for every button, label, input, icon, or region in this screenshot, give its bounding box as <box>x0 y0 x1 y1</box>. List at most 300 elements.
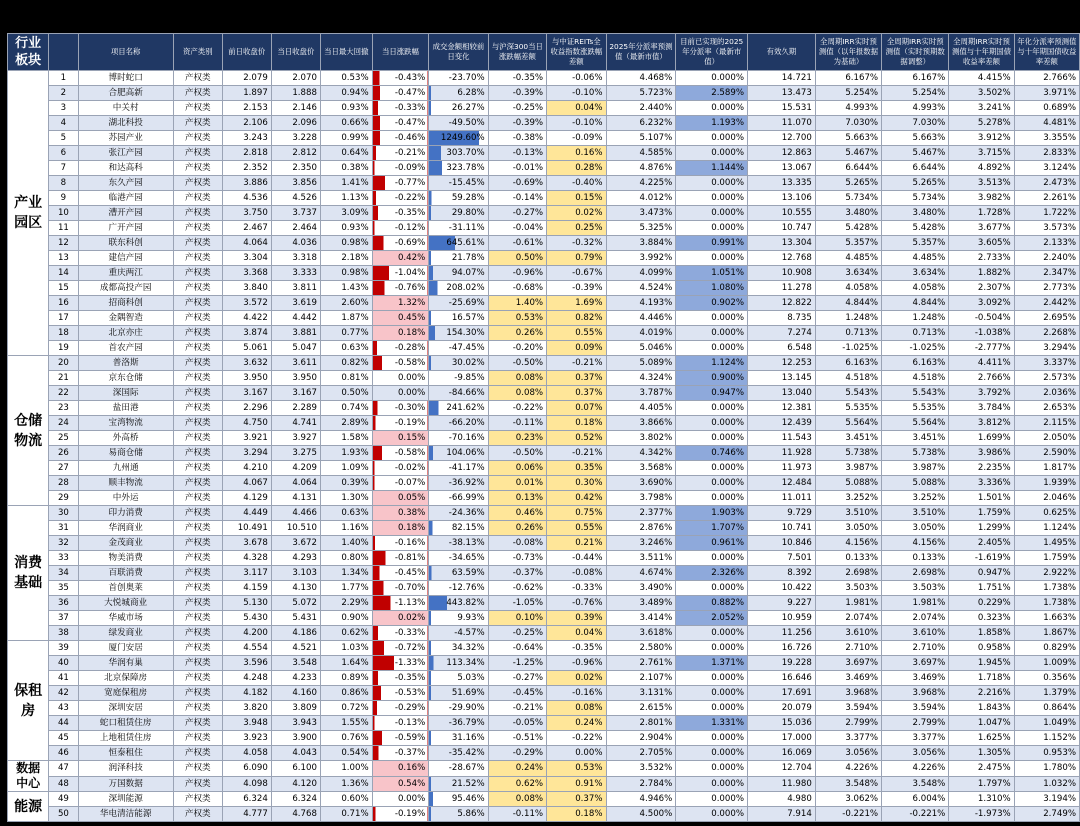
duration-cell: 12.381 <box>748 401 816 416</box>
prev-close-cell: 3.840 <box>222 281 271 296</box>
row-index-cell: 32 <box>49 536 78 551</box>
project-name-cell: 华威市场 <box>78 611 173 626</box>
yield-forecast-cell: 3.568% <box>606 461 676 476</box>
duration-cell: 12.704 <box>748 761 816 777</box>
close-cell: 3.275 <box>271 446 320 461</box>
max-drawdown-cell: 0.81% <box>320 371 372 386</box>
vs-reits-index-cell: -0.96% <box>547 656 606 671</box>
yield-forecast-cell: 2.784% <box>606 776 676 792</box>
vs-hs300-cell: -0.61% <box>488 236 546 251</box>
irr-annual-cell: 5.088% <box>815 476 881 491</box>
vs-reits-index-cell: 0.53% <box>547 761 606 777</box>
yield-spread-cell: 2.773% <box>1014 281 1079 296</box>
row-index-cell: 16 <box>49 296 78 311</box>
yield-forecast-cell: 4.324% <box>606 371 676 386</box>
irr-spread-cell: 1.699% <box>949 431 1014 446</box>
row-index-cell: 11 <box>49 221 78 236</box>
irr-annual-cell: 2.698% <box>815 566 881 581</box>
prev-close-cell: 4.777 <box>222 807 271 822</box>
asset-class-cell: 产权类 <box>173 401 222 416</box>
max-drawdown-cell: 0.89% <box>320 671 372 686</box>
vs-reits-index-cell: -0.21% <box>547 446 606 461</box>
header-irr-annual: 全周期IRR实时预测值（以年报数据为基础） <box>815 34 881 71</box>
max-drawdown-cell: 0.39% <box>320 476 372 491</box>
table-row <box>8 536 1080 551</box>
volume-change-cell: 6.28% <box>429 86 488 101</box>
irr-annual-cell: 3.050% <box>815 521 881 536</box>
yield-spread-cell: 3.573% <box>1014 221 1079 236</box>
max-drawdown-cell: 1.55% <box>320 716 372 731</box>
project-name-cell: 北京保障房 <box>78 671 173 686</box>
volume-change-cell: 59.28% <box>429 191 488 206</box>
vs-reits-index-cell: -0.33% <box>547 581 606 596</box>
volume-change-cell: 34.32% <box>429 641 488 656</box>
yield-forecast-cell: 4.500% <box>606 807 676 822</box>
irr-spread-cell: 4.892% <box>949 161 1014 176</box>
volume-change-cell: -47.45% <box>429 341 488 356</box>
table-row <box>8 431 1080 446</box>
table-row <box>8 146 1080 161</box>
vs-reits-index-cell: -0.76% <box>547 596 606 611</box>
yield-spread-cell: 2.573% <box>1014 371 1079 386</box>
header-max-drawdown: 当日最大回撤 <box>320 34 372 71</box>
vs-reits-index-cell: 0.52% <box>547 431 606 446</box>
close-cell: 2.070 <box>271 71 320 86</box>
yield-forecast-cell: 2.377% <box>606 506 676 521</box>
sector-cell <box>8 506 49 641</box>
irr-adjusted-cell: 6.004% <box>882 792 949 807</box>
irr-spread-cell: 3.513% <box>949 176 1014 191</box>
row-index-cell: 48 <box>49 776 78 792</box>
table-row <box>8 251 1080 266</box>
yield-forecast-cell: 5.089% <box>606 356 676 371</box>
sector-cell <box>8 356 49 506</box>
irr-annual-cell: 2.710% <box>815 641 881 656</box>
vs-hs300-cell: -0.96% <box>488 266 546 281</box>
close-cell: 6.324 <box>271 792 320 807</box>
irr-adjusted-cell: 2.074% <box>882 611 949 626</box>
vs-hs300-cell: -0.50% <box>488 356 546 371</box>
irr-spread-cell: -1.038% <box>949 326 1014 341</box>
table-row <box>8 341 1080 356</box>
row-index-cell: 1 <box>49 71 78 86</box>
duration-cell: 13.040 <box>748 386 816 401</box>
irr-spread-cell: 2.216% <box>949 686 1014 701</box>
asset-class-cell: 产权类 <box>173 671 222 686</box>
irr-spread-cell: 2.235% <box>949 461 1014 476</box>
irr-spread-cell: -0.504% <box>949 311 1014 326</box>
yield-realized-cell: 0.746% <box>676 446 748 461</box>
row-index-cell: 43 <box>49 701 78 716</box>
table-row <box>8 311 1080 326</box>
asset-class-cell: 产权类 <box>173 776 222 792</box>
irr-spread-cell: 0.229% <box>949 596 1014 611</box>
irr-annual-cell: 3.377% <box>815 731 881 746</box>
asset-class-cell: 产权类 <box>173 281 222 296</box>
close-cell: 3.900 <box>271 731 320 746</box>
header-prev-close: 前日收盘价 <box>222 34 271 71</box>
max-drawdown-cell: 0.76% <box>320 731 372 746</box>
yield-forecast-cell: 4.225% <box>606 176 676 191</box>
asset-class-cell: 产权类 <box>173 792 222 807</box>
duration-cell: 11.543 <box>748 431 816 446</box>
row-index-cell: 28 <box>49 476 78 491</box>
asset-class-cell: 产权类 <box>173 236 222 251</box>
project-name-cell: 上地租赁住房 <box>78 731 173 746</box>
vs-reits-index-cell: 0.37% <box>547 792 606 807</box>
yield-forecast-cell: 5.723% <box>606 86 676 101</box>
prev-close-cell: 6.090 <box>222 761 271 777</box>
duration-cell: 16.726 <box>748 641 816 656</box>
volume-change-cell: -29.90% <box>429 701 488 716</box>
yield-forecast-cell: 2.107% <box>606 671 676 686</box>
asset-class-cell: 产权类 <box>173 506 222 521</box>
duration-cell: 19.228 <box>748 656 816 671</box>
change-cell: -0.72% <box>372 641 429 656</box>
vs-hs300-cell: -0.50% <box>488 446 546 461</box>
duration-cell: 20.079 <box>748 701 816 716</box>
row-index-cell: 6 <box>49 146 78 161</box>
prev-close-cell: 2.467 <box>222 221 271 236</box>
yield-spread-cell: 4.481% <box>1014 116 1079 131</box>
close-cell: 3.809 <box>271 701 320 716</box>
yield-realized-cell: 0.000% <box>676 701 748 716</box>
vs-hs300-cell: -0.27% <box>488 206 546 221</box>
prev-close-cell: 3.874 <box>222 326 271 341</box>
change-cell: -0.22% <box>372 191 429 206</box>
volume-change-cell: -9.85% <box>429 371 488 386</box>
irr-annual-cell: 3.548% <box>815 776 881 792</box>
project-name-cell: 广开产园 <box>78 221 173 236</box>
close-cell: 10.510 <box>271 521 320 536</box>
irr-annual-cell: 0.133% <box>815 551 881 566</box>
max-drawdown-cell: 1.16% <box>320 521 372 536</box>
yield-realized-cell: 0.961% <box>676 536 748 551</box>
table-row <box>8 416 1080 431</box>
volume-change-cell: -25.69% <box>429 296 488 311</box>
irr-adjusted-cell: 5.357% <box>882 236 949 251</box>
yield-spread-cell: 1.152% <box>1014 731 1079 746</box>
yield-realized-cell: 0.000% <box>676 581 748 596</box>
max-drawdown-cell: 0.72% <box>320 701 372 716</box>
vs-reits-index-cell: -0.22% <box>547 731 606 746</box>
vs-reits-index-cell: 0.30% <box>547 476 606 491</box>
vs-reits-index-cell: 0.75% <box>547 506 606 521</box>
max-drawdown-cell: 2.29% <box>320 596 372 611</box>
yield-spread-cell: 3.337% <box>1014 356 1079 371</box>
yield-forecast-cell: 2.440% <box>606 101 676 116</box>
irr-adjusted-cell: 5.088% <box>882 476 949 491</box>
vs-hs300-cell: -0.69% <box>488 176 546 191</box>
row-index-cell: 35 <box>49 581 78 596</box>
row-index-cell: 23 <box>49 401 78 416</box>
irr-spread-cell: -1.973% <box>949 807 1014 822</box>
yield-spread-cell: 0.356% <box>1014 671 1079 686</box>
yield-realized-cell: 0.000% <box>676 326 748 341</box>
yield-forecast-cell: 3.131% <box>606 686 676 701</box>
volume-change-cell: -4.57% <box>429 626 488 641</box>
prev-close-cell: 4.449 <box>222 506 271 521</box>
duration-cell: 12.484 <box>748 476 816 491</box>
asset-class-cell: 产权类 <box>173 101 222 116</box>
asset-class-cell: 产权类 <box>173 461 222 476</box>
prev-close-cell: 3.117 <box>222 566 271 581</box>
project-name-cell: 印力消费 <box>78 506 173 521</box>
asset-class-cell: 产权类 <box>173 296 222 311</box>
irr-annual-cell: -1.025% <box>815 341 881 356</box>
yield-spread-cell: 1.780% <box>1014 761 1079 777</box>
sector-label: 物流 <box>14 432 43 449</box>
header-yield-spread: 年化分派率预测值与十年期国债收益率差额 <box>1014 34 1079 71</box>
change-cell: -0.30% <box>372 401 429 416</box>
close-cell: 4.293 <box>271 551 320 566</box>
table-row <box>8 386 1080 401</box>
volume-change-cell: 26.27% <box>429 101 488 116</box>
yield-spread-cell: 3.194% <box>1014 792 1079 807</box>
table-row <box>8 656 1080 671</box>
close-cell: 2.096 <box>271 116 320 131</box>
sector-label: 园区 <box>14 215 43 231</box>
yield-realized-cell: 2.326% <box>676 566 748 581</box>
irr-annual-cell: 5.738% <box>815 446 881 461</box>
table-row <box>8 671 1080 686</box>
irr-spread-cell: 3.605% <box>949 236 1014 251</box>
yield-forecast-cell: 3.490% <box>606 581 676 596</box>
vs-hs300-cell: -0.64% <box>488 641 546 656</box>
duration-cell: 10.555 <box>748 206 816 221</box>
change-cell: 0.45% <box>372 311 429 326</box>
vs-hs300-cell: -0.38% <box>488 131 546 146</box>
yield-realized-cell: 1.124% <box>676 356 748 371</box>
project-name-cell: 张江产园 <box>78 146 173 161</box>
vs-hs300-cell: -1.05% <box>488 596 546 611</box>
duration-cell: 11.973 <box>748 461 816 476</box>
irr-annual-cell: 3.469% <box>815 671 881 686</box>
irr-adjusted-cell: 5.535% <box>882 401 949 416</box>
irr-annual-cell: 4.518% <box>815 371 881 386</box>
table-row <box>8 71 1080 86</box>
project-name-cell: 中关村 <box>78 101 173 116</box>
asset-class-cell: 产权类 <box>173 701 222 716</box>
vs-reits-index-cell: 0.55% <box>547 326 606 341</box>
yield-forecast-cell: 5.046% <box>606 341 676 356</box>
prev-close-cell: 4.098 <box>222 776 271 792</box>
prev-close-cell: 4.182 <box>222 686 271 701</box>
table-row <box>8 761 1080 777</box>
irr-adjusted-cell: 4.993% <box>882 101 949 116</box>
irr-adjusted-cell: 4.058% <box>882 281 949 296</box>
prev-close-cell: 4.200 <box>222 626 271 641</box>
irr-spread-cell: -1.619% <box>949 551 1014 566</box>
table-row <box>8 521 1080 536</box>
asset-class-cell: 产权类 <box>173 251 222 266</box>
row-index-cell: 18 <box>49 326 78 341</box>
asset-class-cell: 产权类 <box>173 431 222 446</box>
irr-spread-cell: 1.299% <box>949 521 1014 536</box>
duration-cell: 10.741 <box>748 521 816 536</box>
vs-hs300-cell: 0.62% <box>488 776 546 792</box>
irr-adjusted-cell: 3.548% <box>882 776 949 792</box>
change-cell: 0.15% <box>372 431 429 446</box>
duration-cell: 15.531 <box>748 101 816 116</box>
volume-change-cell: -24.36% <box>429 506 488 521</box>
vs-reits-index-cell: 0.16% <box>547 146 606 161</box>
irr-spread-cell: 4.411% <box>949 356 1014 371</box>
irr-adjusted-cell: 5.738% <box>882 446 949 461</box>
project-name-cell: 中外运 <box>78 491 173 506</box>
row-index-cell: 44 <box>49 716 78 731</box>
volume-change-cell: -15.45% <box>429 176 488 191</box>
duration-cell: 11.928 <box>748 446 816 461</box>
project-name-cell: 博时蛇口 <box>78 71 173 86</box>
change-cell: -0.13% <box>372 716 429 731</box>
duration-cell: 14.721 <box>748 71 816 86</box>
project-name-cell: 普洛斯 <box>78 356 173 371</box>
irr-adjusted-cell: 6.163% <box>882 356 949 371</box>
max-drawdown-cell: 1.36% <box>320 776 372 792</box>
vs-reits-index-cell: 0.21% <box>547 536 606 551</box>
sector-label: 仓储 <box>14 412 43 429</box>
row-index-cell: 26 <box>49 446 78 461</box>
duration-cell: 10.846 <box>748 536 816 551</box>
change-cell: 0.05% <box>372 491 429 506</box>
project-name-cell: 漕开产园 <box>78 206 173 221</box>
duration-cell: 13.473 <box>748 86 816 101</box>
row-index-cell: 49 <box>49 792 78 807</box>
table-row <box>8 581 1080 596</box>
table-row <box>8 746 1080 761</box>
change-cell: 0.38% <box>372 506 429 521</box>
table-row <box>8 176 1080 191</box>
irr-spread-cell: 1.858% <box>949 626 1014 641</box>
row-index-cell: 46 <box>49 746 78 761</box>
yield-realized-cell: 1.903% <box>676 506 748 521</box>
irr-adjusted-cell: 3.987% <box>882 461 949 476</box>
row-index-cell: 36 <box>49 596 78 611</box>
max-drawdown-cell: 1.93% <box>320 446 372 461</box>
yield-realized-cell: 0.000% <box>676 251 748 266</box>
project-name-cell: 大悦城商业 <box>78 596 173 611</box>
yield-spread-cell: 0.864% <box>1014 701 1079 716</box>
irr-adjusted-cell: 2.799% <box>882 716 949 731</box>
project-name-cell: 万国数据 <box>78 776 173 792</box>
row-index-cell: 39 <box>49 641 78 656</box>
project-name-cell: 华电清洁能源 <box>78 807 173 822</box>
duration-cell: 12.822 <box>748 296 816 311</box>
volume-change-cell: 645.61% <box>429 236 488 251</box>
vs-hs300-cell: 0.24% <box>488 761 546 777</box>
max-drawdown-cell: 0.63% <box>320 506 372 521</box>
max-drawdown-cell: 0.66% <box>320 116 372 131</box>
change-cell: 0.18% <box>372 326 429 341</box>
change-cell: -0.35% <box>372 671 429 686</box>
vs-reits-index-cell: 0.04% <box>547 626 606 641</box>
max-drawdown-cell: 0.93% <box>320 101 372 116</box>
duration-cell: 10.747 <box>748 221 816 236</box>
yield-realized-cell: 0.882% <box>676 596 748 611</box>
irr-annual-cell: 7.030% <box>815 116 881 131</box>
irr-annual-cell: 5.543% <box>815 386 881 401</box>
vs-reits-index-cell: 0.82% <box>547 311 606 326</box>
irr-annual-cell: 3.510% <box>815 506 881 521</box>
irr-spread-cell: 3.792% <box>949 386 1014 401</box>
max-drawdown-cell: 0.80% <box>320 551 372 566</box>
asset-class-cell: 产权类 <box>173 266 222 281</box>
asset-class-cell: 产权类 <box>173 221 222 236</box>
row-index-cell: 4 <box>49 116 78 131</box>
vs-hs300-cell: -0.45% <box>488 686 546 701</box>
table-row <box>8 401 1080 416</box>
max-drawdown-cell: 1.03% <box>320 641 372 656</box>
change-cell: -0.76% <box>372 281 429 296</box>
yield-spread-cell: 2.749% <box>1014 807 1079 822</box>
change-cell: -0.12% <box>372 221 429 236</box>
prev-close-cell: 2.352 <box>222 161 271 176</box>
yield-forecast-cell: 4.019% <box>606 326 676 341</box>
prev-close-cell: 10.491 <box>222 521 271 536</box>
irr-annual-cell: 4.993% <box>815 101 881 116</box>
yield-forecast-cell: 4.446% <box>606 311 676 326</box>
change-cell: -0.46% <box>372 131 429 146</box>
prev-close-cell: 4.248 <box>222 671 271 686</box>
vs-reits-index-cell: -0.21% <box>547 356 606 371</box>
yield-spread-cell: 1.009% <box>1014 656 1079 671</box>
irr-annual-cell: 3.480% <box>815 206 881 221</box>
change-cell: -0.16% <box>372 536 429 551</box>
project-name-cell: 合肥高新 <box>78 86 173 101</box>
irr-adjusted-cell: 0.133% <box>882 551 949 566</box>
irr-adjusted-cell: 5.265% <box>882 176 949 191</box>
max-drawdown-cell: 0.50% <box>320 386 372 401</box>
vs-reits-index-cell: 0.02% <box>547 206 606 221</box>
yield-spread-cell: 1.495% <box>1014 536 1079 551</box>
prev-close-cell: 4.328 <box>222 551 271 566</box>
vs-hs300-cell: -0.39% <box>488 116 546 131</box>
max-drawdown-cell: 1.58% <box>320 431 372 446</box>
irr-spread-cell: 1.728% <box>949 206 1014 221</box>
volume-change-cell: -49.50% <box>429 116 488 131</box>
duration-cell: 15.036 <box>748 716 816 731</box>
max-drawdown-cell: 0.38% <box>320 161 372 176</box>
vs-hs300-cell: 0.50% <box>488 251 546 266</box>
vs-reits-index-cell: -0.06% <box>547 71 606 86</box>
yield-spread-cell: 0.625% <box>1014 506 1079 521</box>
vs-reits-index-cell: -0.35% <box>547 641 606 656</box>
table-row <box>8 461 1080 476</box>
table-row <box>8 221 1080 236</box>
sector-label: 保租 <box>14 682 43 699</box>
volume-change-cell: -84.66% <box>429 386 488 401</box>
yield-spread-cell: 2.268% <box>1014 326 1079 341</box>
change-cell: -0.58% <box>372 446 429 461</box>
header-irr-adjusted: 全周期IRR实时预测值（实时预期数据调整） <box>882 34 949 71</box>
table-row <box>8 356 1080 371</box>
sector-label: 能源 <box>14 798 43 815</box>
irr-adjusted-cell: 5.543% <box>882 386 949 401</box>
table-row <box>8 371 1080 386</box>
table-row <box>8 686 1080 701</box>
yield-spread-cell: 1.738% <box>1014 596 1079 611</box>
asset-class-cell: 产权类 <box>173 536 222 551</box>
yield-spread-cell: 2.766% <box>1014 71 1079 86</box>
yield-forecast-cell: 4.342% <box>606 446 676 461</box>
volume-change-cell: -35.42% <box>429 746 488 761</box>
vs-hs300-cell: 0.46% <box>488 506 546 521</box>
prev-close-cell: 4.064 <box>222 236 271 251</box>
close-cell: 3.318 <box>271 251 320 266</box>
volume-change-cell: -31.11% <box>429 221 488 236</box>
close-cell: 4.131 <box>271 491 320 506</box>
